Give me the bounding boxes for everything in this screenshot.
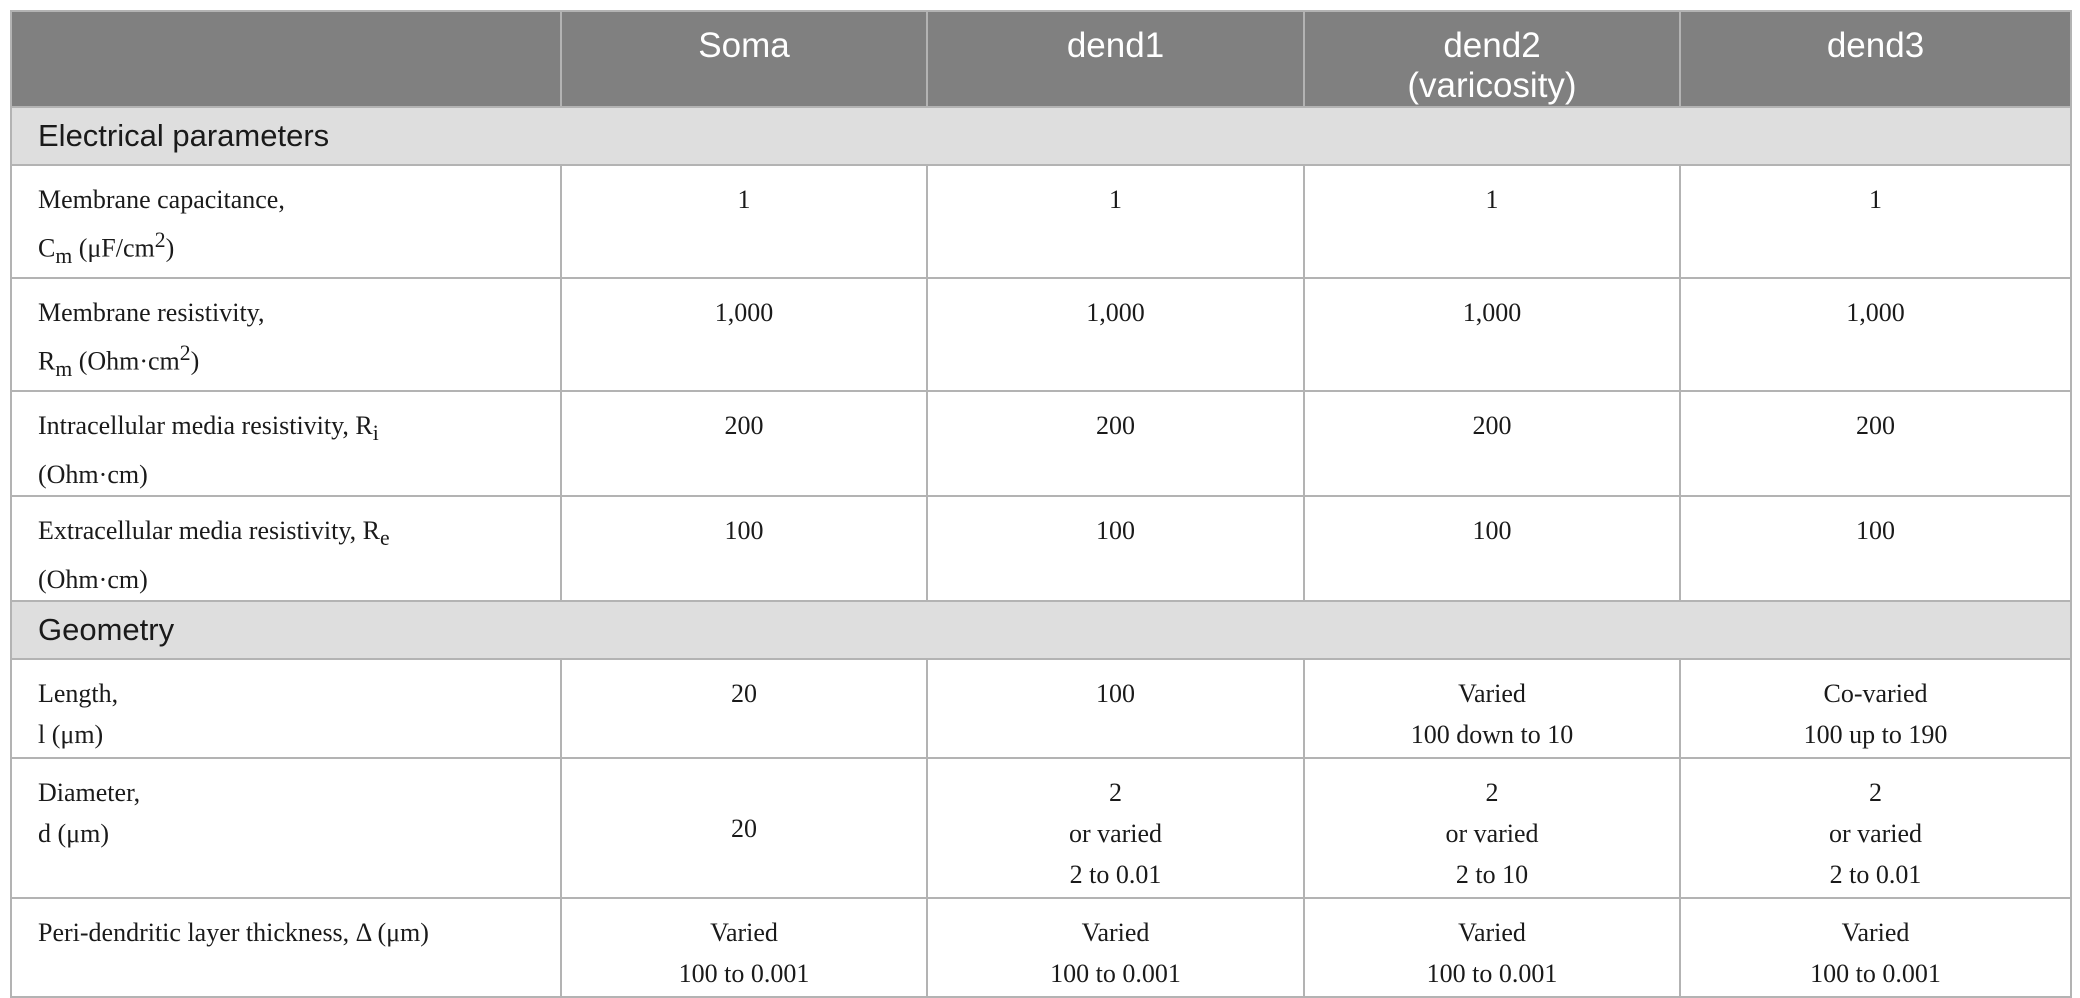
unit: ) xyxy=(190,346,200,376)
cell-diameter-dend3 xyxy=(1680,758,2071,898)
row-label-line: Membrane capacitance, xyxy=(38,185,285,214)
cell-line: Varied xyxy=(1081,918,1150,948)
cell-length-soma xyxy=(561,659,927,758)
cell-line: 100 to 0.001 xyxy=(678,959,810,989)
subscript: e xyxy=(380,526,390,551)
superscript: 2 xyxy=(179,340,191,365)
row-label-line: Membrane resistivity, xyxy=(38,297,265,327)
cell-line: 2 xyxy=(1485,778,1499,808)
cell-diameter-dend2 xyxy=(1304,758,1680,898)
table-row-peri xyxy=(11,898,2071,997)
header-dend1: dend1 xyxy=(927,11,1304,107)
unit: (μF/cm xyxy=(72,233,155,263)
table-row-ri xyxy=(11,391,2071,496)
row-label-ri xyxy=(11,391,561,496)
cell-re-dend1: 100 xyxy=(927,496,1304,601)
row-label-line: l (μm) xyxy=(38,720,104,750)
cell-ri-dend2: 200 xyxy=(1304,391,1680,496)
cell-length-dend3 xyxy=(1680,659,2071,758)
cell-line: 2 to 10 xyxy=(1455,860,1529,890)
header-dend3: dend3 xyxy=(1680,11,2071,107)
cell-line: Varied xyxy=(1458,679,1526,709)
cell-line: or varied xyxy=(1068,819,1163,849)
section-title-geometry: Geometry xyxy=(11,601,2071,659)
cell-cm-dend2: 1 xyxy=(1304,165,1680,278)
section-row-electrical xyxy=(11,107,2071,165)
row-label-cm xyxy=(11,165,561,278)
cell-line: Co-varied xyxy=(1823,679,1928,709)
cell-line: 2 xyxy=(1109,778,1122,808)
cell-diameter-soma xyxy=(561,758,927,898)
cell-line: or varied xyxy=(1445,819,1539,849)
cell-line: 100 to 0.001 xyxy=(1810,959,1941,989)
cell-peri-soma xyxy=(561,898,927,997)
header-row xyxy=(11,11,2071,107)
cell-cm-dend1: 1 xyxy=(927,165,1304,278)
row-label-rm xyxy=(11,278,561,391)
subscript: m xyxy=(55,356,73,381)
cell-line: Varied xyxy=(710,918,778,948)
cell-line: 100 to 0.001 xyxy=(1426,959,1558,989)
section-title-electrical: Electrical parameters xyxy=(11,107,2071,165)
cell-diameter-dend1 xyxy=(927,758,1304,898)
cell-rm-soma: 1,000 xyxy=(561,278,927,391)
symbol: C xyxy=(38,233,56,263)
cell-rm-dend2: 1,000 xyxy=(1304,278,1680,391)
cell-line: 2 xyxy=(1869,778,1882,808)
cell-peri-dend2 xyxy=(1304,898,1680,997)
cell-line: 100 xyxy=(1096,679,1135,709)
header-line: dend2 xyxy=(1443,26,1541,65)
table-row-diameter xyxy=(11,758,2071,898)
cell-peri-dend3 xyxy=(1680,898,2071,997)
table-row-length xyxy=(11,659,2071,758)
table-row-rm xyxy=(11,278,2071,391)
cell-cm-dend3: 1 xyxy=(1680,165,2071,278)
row-label-line: Diameter, xyxy=(38,778,141,808)
row-label-peri xyxy=(11,898,561,997)
cell-length-dend2 xyxy=(1304,659,1680,758)
row-label-line xyxy=(38,405,560,454)
row-label-diameter xyxy=(11,758,561,898)
cell-line: or varied xyxy=(1828,819,1923,849)
cell-ri-soma: 200 xyxy=(561,391,927,496)
row-label-line: d (μm) xyxy=(38,819,109,849)
section-row-geometry xyxy=(11,601,2071,659)
row-label-re xyxy=(11,496,561,601)
row-label-length xyxy=(11,659,561,758)
cell-line: Varied xyxy=(1841,918,1910,948)
row-label-line xyxy=(38,220,560,277)
cell-rm-dend3: 1,000 xyxy=(1680,278,2071,391)
cell-line: 100 up to 190 xyxy=(1803,720,1948,750)
subscript: i xyxy=(372,420,379,445)
row-label-line xyxy=(38,333,560,390)
cell-re-dend2: 100 xyxy=(1304,496,1680,601)
label-text: Intracellular media resistivity, R xyxy=(38,410,373,440)
cell-peri-dend1 xyxy=(927,898,1304,997)
parameters-table xyxy=(10,10,2072,998)
table-row-re xyxy=(11,496,2071,601)
cell-line: 100 down to 10 xyxy=(1410,720,1574,750)
cell-rm-dend1: 1,000 xyxy=(927,278,1304,391)
subscript: m xyxy=(55,243,73,268)
cell-re-soma: 100 xyxy=(561,496,927,601)
label-text: Extracellular media resistivity, R xyxy=(38,515,380,545)
header-soma: Soma xyxy=(561,11,927,107)
symbol: R xyxy=(38,346,56,376)
row-label-line: Length, xyxy=(38,679,119,709)
cell-line: 2 to 0.01 xyxy=(1069,860,1162,890)
header-dend2-text xyxy=(1305,26,1679,106)
superscript: 2 xyxy=(154,228,166,252)
cell-line: 20 xyxy=(731,679,757,709)
cell-ri-dend1: 200 xyxy=(927,391,1304,496)
header-dend2 xyxy=(1304,11,1680,107)
row-label-line: (Ohm·cm) xyxy=(38,459,148,489)
cell-line: 100 to 0.001 xyxy=(1050,959,1181,989)
row-label-line: (Ohm·cm) xyxy=(38,565,148,595)
row-label-line xyxy=(38,510,560,559)
cell-line: Varied xyxy=(1458,918,1526,948)
table-row-cm xyxy=(11,165,2071,278)
cell-line: 20 xyxy=(731,813,757,843)
row-label-line: Peri-dendritic layer thickness, Δ (μm) xyxy=(38,918,429,948)
unit: (Ohm·cm xyxy=(72,346,180,376)
cell-cm-soma: 1 xyxy=(561,165,927,278)
cell-re-dend3: 100 xyxy=(1680,496,2071,601)
header-blank xyxy=(11,11,561,107)
cell-line: 2 to 0.01 xyxy=(1829,860,1922,890)
cell-length-dend1 xyxy=(927,659,1304,758)
unit: ) xyxy=(165,233,175,263)
cell-ri-dend3: 200 xyxy=(1680,391,2071,496)
header-line: (varicosity) xyxy=(1407,66,1577,105)
